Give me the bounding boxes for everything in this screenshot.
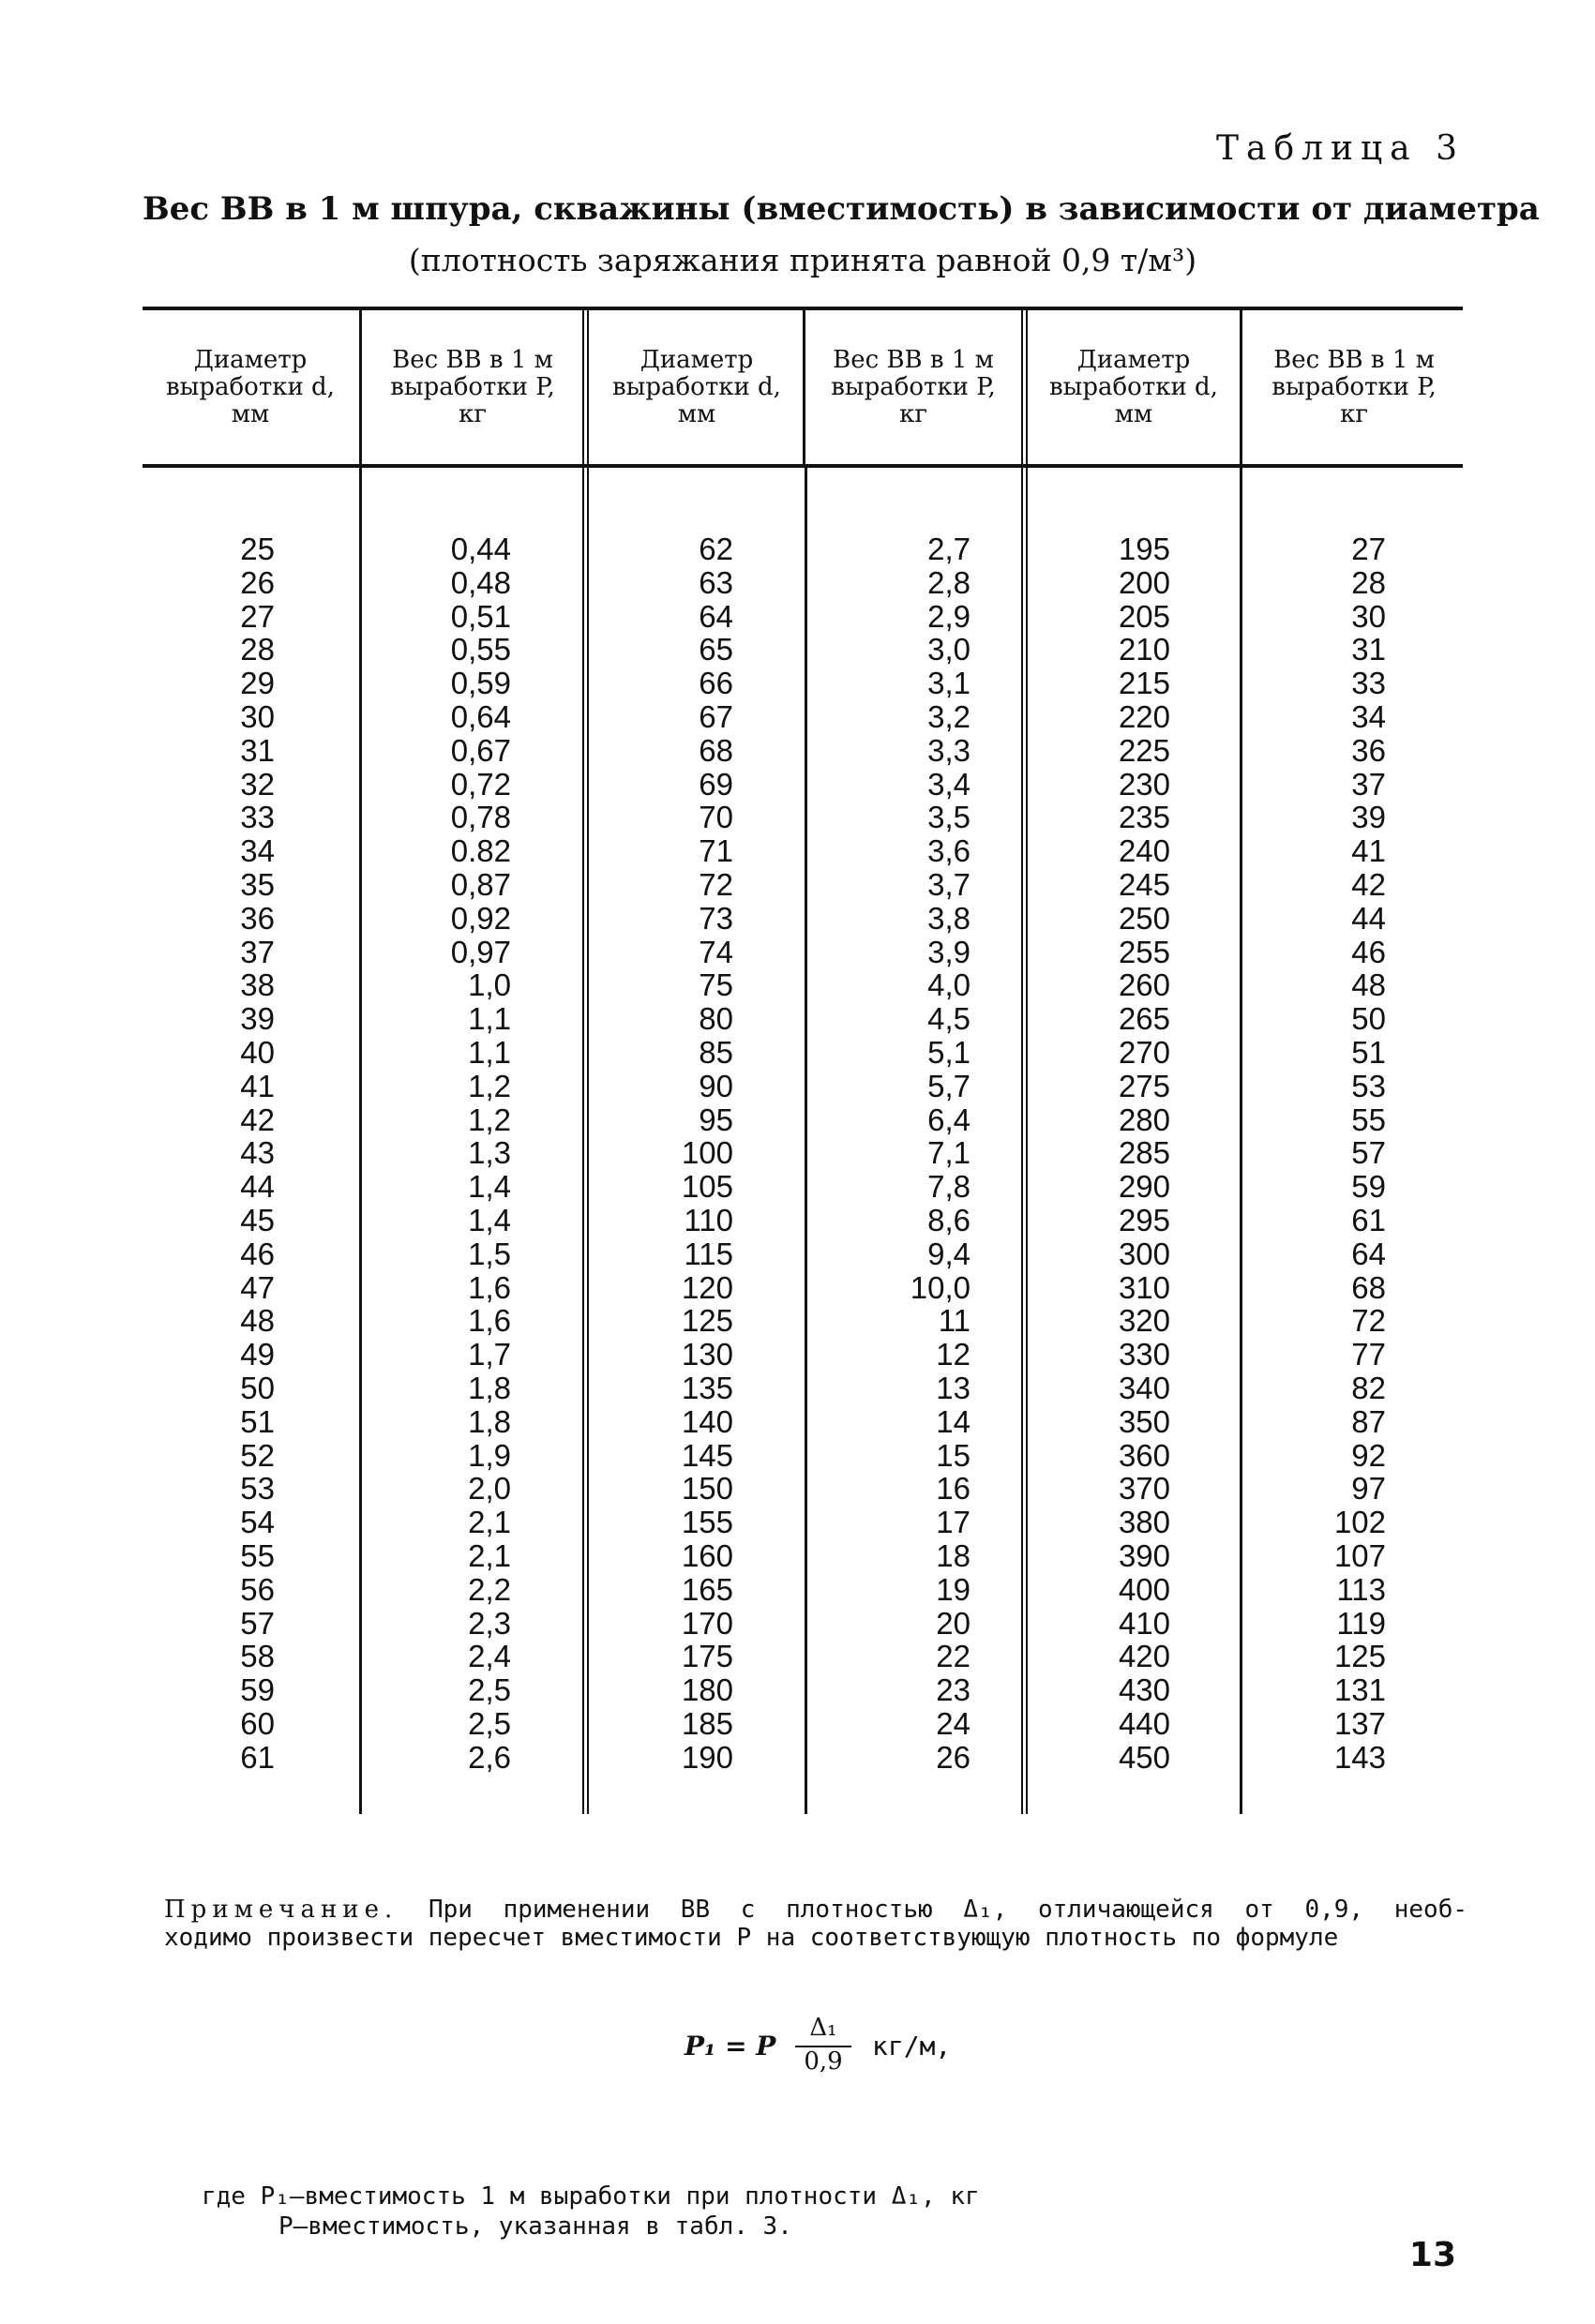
table-cell: 1,3 — [468, 1135, 511, 1171]
table-cell: 48 — [240, 1303, 275, 1339]
table-cell: 27 — [1351, 532, 1386, 566]
table-header-cell: Вес ВВ в 1 м выработки P, кг — [390, 346, 555, 428]
table-cell: 2,3 — [468, 1605, 511, 1641]
table-cell: 2,5 — [468, 1672, 511, 1708]
table-cell: 39 — [1351, 800, 1386, 835]
table-cell: 3,1 — [927, 666, 971, 701]
table-cell: 46 — [240, 1236, 275, 1271]
table-header-rule — [143, 464, 1463, 468]
table-cell: 160 — [681, 1537, 733, 1573]
table-cell: 225 — [1118, 732, 1170, 768]
table-cell: 31 — [1351, 632, 1386, 667]
table-cell: 27 — [240, 598, 275, 634]
table-cell: 190 — [681, 1739, 733, 1775]
table-cell: 200 — [1118, 564, 1170, 600]
note-text-line2: ходимо произвести пересчет вместимости P на соответствующую плотность по формуле — [164, 1924, 1339, 1952]
table-cell: 340 — [1118, 1370, 1170, 1405]
table-cell: 50 — [240, 1370, 275, 1405]
table-cell: 20 — [936, 1605, 971, 1641]
column-diameter-2 — [656, 532, 733, 1774]
table-cell: 12 — [936, 1337, 971, 1372]
table-cell: 0,51 — [450, 598, 511, 634]
table-cell: 31 — [240, 732, 275, 768]
table-cell: 3,0 — [927, 632, 971, 667]
table-cell: 7,1 — [927, 1135, 971, 1171]
table-cell: 143 — [1333, 1739, 1386, 1775]
table-cell: 0,64 — [450, 698, 511, 734]
table-cell: 370 — [1118, 1471, 1170, 1507]
table-cell: 80 — [699, 1001, 733, 1037]
table-cell: 0,72 — [450, 766, 511, 802]
table-cell: 265 — [1118, 1001, 1170, 1037]
formula-lhs: P₁ = P — [685, 2031, 776, 2062]
table-cell: 125 — [681, 1303, 733, 1339]
table-cell: 8,6 — [927, 1202, 971, 1237]
table-cell: 105 — [681, 1169, 733, 1205]
table-cell: 310 — [1118, 1269, 1170, 1305]
table-cell: 32 — [240, 766, 275, 802]
table-cell: 48 — [1351, 967, 1386, 1003]
table-cell: 3,2 — [927, 698, 971, 734]
table-cell: 54 — [240, 1505, 275, 1540]
table-cell: 1,9 — [468, 1437, 511, 1473]
table-cell: 380 — [1118, 1505, 1170, 1540]
table-cell: 28 — [240, 632, 275, 667]
table-cell: 220 — [1118, 698, 1170, 734]
table-cell: 15 — [936, 1437, 971, 1473]
table-cell: 2,6 — [468, 1739, 511, 1775]
column-divider — [1240, 310, 1242, 464]
table-cell: 38 — [240, 967, 275, 1003]
table-cell: 155 — [681, 1505, 733, 1540]
table-cell: 235 — [1118, 800, 1170, 835]
table-cell: 215 — [1118, 666, 1170, 701]
table-cell: 30 — [240, 698, 275, 734]
table-label: Таблица 3 — [1216, 129, 1465, 168]
table-cell: 3,4 — [927, 766, 971, 802]
table-cell: 410 — [1118, 1605, 1170, 1641]
table-cell: 1,6 — [468, 1269, 511, 1305]
table-cell: 52 — [240, 1437, 275, 1473]
table-cell: 145 — [681, 1437, 733, 1473]
legend-line1: где P₁—вместимость 1 м выработки при плотности Δ₁, кг — [202, 2182, 980, 2211]
table-cell: 3,5 — [927, 800, 971, 835]
table-cell: 51 — [240, 1403, 275, 1439]
formula-denominator: 0,9 — [804, 2047, 843, 2076]
table-header-cell: Диаметр выработки d, мм — [1049, 346, 1218, 428]
table-cell: 59 — [240, 1672, 275, 1708]
table-cell: 5,1 — [927, 1034, 971, 1070]
table-cell: 1,4 — [468, 1202, 511, 1237]
table-cell: 41 — [240, 1068, 275, 1103]
table-cell: 180 — [681, 1672, 733, 1708]
table-cell: 43 — [240, 1135, 275, 1171]
table-cell: 400 — [1118, 1571, 1170, 1607]
table-cell: 19 — [936, 1571, 971, 1607]
table-cell: 29 — [240, 666, 275, 701]
table-cell: 119 — [1336, 1605, 1386, 1641]
column-double-divider — [1021, 468, 1028, 1814]
column-weight-2 — [895, 532, 971, 1774]
table-cell: 1,6 — [468, 1303, 511, 1339]
table-cell: 102 — [1333, 1505, 1386, 1540]
table-cell: 44 — [240, 1169, 275, 1205]
table-cell: 64 — [699, 598, 733, 634]
table-cell: 185 — [681, 1705, 733, 1741]
table-cell: 63 — [699, 564, 733, 600]
column-diameter-3 — [1097, 532, 1170, 1774]
table-cell: 72 — [1351, 1303, 1386, 1339]
table-cell: 40 — [240, 1034, 275, 1070]
column-double-divider — [1021, 310, 1028, 464]
table-cell: 33 — [1351, 666, 1386, 701]
column-divider — [803, 310, 805, 464]
table-cell: 26 — [936, 1739, 971, 1775]
column-diameter-1 — [228, 532, 275, 1774]
formula-numerator: Δ₁ — [809, 2014, 837, 2042]
table-cell: 137 — [1333, 1705, 1386, 1741]
table-cell: 37 — [240, 934, 275, 969]
table-cell: 70 — [699, 800, 733, 835]
table-cell: 67 — [699, 698, 733, 734]
table-cell: 300 — [1118, 1236, 1170, 1271]
table-cell: 131 — [1333, 1672, 1386, 1708]
table-cell: 4,5 — [927, 1001, 971, 1037]
table-cell: 85 — [699, 1034, 733, 1070]
table-cell: 60 — [240, 1705, 275, 1741]
table-cell: 390 — [1118, 1537, 1170, 1573]
table-cell: 290 — [1118, 1169, 1170, 1205]
table-cell: 270 — [1118, 1034, 1170, 1070]
table-cell: 71 — [699, 833, 733, 869]
table-cell: 210 — [1118, 632, 1170, 667]
table-cell: 195 — [1118, 532, 1170, 566]
table-cell: 110 — [684, 1202, 733, 1237]
table-cell: 61 — [1351, 1202, 1386, 1237]
table-cell: 1,4 — [468, 1169, 511, 1205]
table-cell: 285 — [1118, 1135, 1170, 1171]
table-cell: 0,59 — [450, 666, 511, 701]
column-weight-3 — [1313, 532, 1386, 1774]
table-cell: 0,87 — [450, 866, 511, 902]
table-cell: 150 — [681, 1471, 733, 1507]
column-weight-1 — [441, 532, 511, 1774]
table-cell: 100 — [681, 1135, 733, 1171]
table-cell: 175 — [681, 1639, 733, 1674]
table-cell: 87 — [1351, 1403, 1386, 1439]
formula-unit: кг/м, — [872, 2031, 952, 2062]
column-double-divider — [582, 310, 589, 464]
table-cell: 2,9 — [927, 598, 971, 634]
table-header-cell: Диаметр выработки d, мм — [166, 346, 335, 428]
table-cell: 2,1 — [468, 1505, 511, 1540]
table-cell: 57 — [240, 1605, 275, 1641]
table-cell: 1,2 — [468, 1068, 511, 1103]
table-cell: 1,0 — [468, 967, 511, 1003]
table-cell: 37 — [1351, 766, 1386, 802]
formula-fraction — [795, 2014, 851, 2076]
table-cell: 42 — [240, 1102, 275, 1137]
table-cell: 64 — [1351, 1236, 1386, 1271]
table-cell: 0,44 — [450, 532, 511, 566]
table-cell: 26 — [240, 564, 275, 600]
table-cell: 77 — [1351, 1337, 1386, 1372]
table-cell: 36 — [240, 900, 275, 936]
table-cell: 47 — [240, 1269, 275, 1305]
table-cell: 0,67 — [450, 732, 511, 768]
table-header-cell: Вес ВВ в 1 м выработки P, кг — [1271, 346, 1437, 428]
table-cell: 230 — [1118, 766, 1170, 802]
table-cell: 68 — [699, 732, 733, 768]
table-cell: 320 — [1118, 1303, 1170, 1339]
table-cell: 2,1 — [468, 1537, 511, 1573]
table-cell: 65 — [699, 632, 733, 667]
table-cell: 24 — [936, 1705, 971, 1741]
table-cell: 57 — [1351, 1135, 1386, 1171]
table-cell: 22 — [936, 1639, 971, 1674]
table-cell: 275 — [1118, 1068, 1170, 1103]
table-cell: 170 — [681, 1605, 733, 1641]
table-caption-subtitle: (плотность заряжания принята равной 0,9 т/м³) — [408, 242, 1197, 278]
table-cell: 14 — [936, 1403, 971, 1439]
table-cell: 16 — [936, 1471, 971, 1507]
page-number: 13 — [1408, 2236, 1456, 2274]
column-divider — [1240, 468, 1242, 1814]
table-cell: 165 — [681, 1571, 733, 1607]
table-cell: 62 — [699, 532, 733, 566]
table-cell: 30 — [1351, 598, 1386, 634]
table-cell: 50 — [1351, 1001, 1386, 1037]
note-label: Примечание. — [164, 1896, 399, 1924]
table-cell: 44 — [1351, 900, 1386, 936]
table-cell: 58 — [240, 1639, 275, 1674]
table-cell: 73 — [699, 900, 733, 936]
table-cell: 0,92 — [450, 900, 511, 936]
table-cell: 1,8 — [468, 1403, 511, 1439]
table-cell: 82 — [1351, 1370, 1386, 1405]
table-cell: 130 — [681, 1337, 733, 1372]
table-cell: 113 — [1336, 1571, 1386, 1607]
table-cell: 1,5 — [468, 1236, 511, 1271]
table-cell: 90 — [699, 1068, 733, 1103]
table-cell: 51 — [1351, 1034, 1386, 1070]
table-cell: 3,6 — [927, 833, 971, 869]
table-cell: 55 — [1351, 1102, 1386, 1137]
table-cell: 97 — [1351, 1471, 1386, 1507]
table-cell: 120 — [681, 1269, 733, 1305]
table-cell: 34 — [1351, 698, 1386, 734]
table-cell: 2,5 — [468, 1705, 511, 1741]
table-cell: 68 — [1351, 1269, 1386, 1305]
table-cell: 49 — [240, 1337, 275, 1372]
table-cell: 56 — [240, 1571, 275, 1607]
table-cell: 25 — [240, 532, 275, 566]
table-cell: 330 — [1118, 1337, 1170, 1372]
table-cell: 450 — [1118, 1739, 1170, 1775]
table-cell: 95 — [699, 1102, 733, 1137]
table-cell: 295 — [1118, 1202, 1170, 1237]
table-cell: 69 — [699, 766, 733, 802]
table-cell: 4,0 — [927, 967, 971, 1003]
table-cell: 11 — [938, 1303, 971, 1339]
table-cell: 2,0 — [468, 1471, 511, 1507]
table-cell: 1,8 — [468, 1370, 511, 1405]
table-cell: 3,3 — [927, 732, 971, 768]
table-cell: 3,7 — [927, 866, 971, 902]
table-cell: 115 — [684, 1236, 733, 1271]
note-text-line1: При применении ВВ с плотностью Δ₁, отличающейся от 0,9, необ- — [428, 1896, 1468, 1924]
table-cell: 7,8 — [927, 1169, 971, 1205]
table-cell: 0,97 — [450, 934, 511, 969]
table-cell: 5,7 — [927, 1068, 971, 1103]
table-cell: 6,4 — [927, 1102, 971, 1137]
table-caption-title: Вес ВВ в 1 м шпура, скважины (вместимость) в зависимости от диаметра — [143, 190, 1540, 228]
table-cell: 205 — [1118, 598, 1170, 634]
table-cell: 3,8 — [927, 900, 971, 936]
table-cell: 250 — [1118, 900, 1170, 936]
table-cell: 75 — [699, 967, 733, 1003]
table-cell: 107 — [1333, 1537, 1386, 1573]
table-cell: 440 — [1118, 1705, 1170, 1741]
table-cell: 18 — [936, 1537, 971, 1573]
table-cell: 0,78 — [450, 800, 511, 835]
table-cell: 1,1 — [468, 1001, 511, 1037]
legend-line2: P—вместимость, указанная в табл. 3. — [278, 2212, 792, 2241]
column-double-divider — [582, 468, 589, 1814]
table-cell: 36 — [1351, 732, 1386, 768]
table-note — [164, 1896, 1467, 1952]
table-cell: 46 — [1351, 934, 1386, 969]
table-cell: 125 — [1333, 1639, 1386, 1674]
table-cell: 42 — [1351, 866, 1386, 902]
table-cell: 430 — [1118, 1672, 1170, 1708]
table-cell: 66 — [699, 666, 733, 701]
table-cell: 2,4 — [468, 1639, 511, 1674]
table-cell: 420 — [1118, 1639, 1170, 1674]
table-cell: 350 — [1118, 1403, 1170, 1439]
table-cell: 13 — [936, 1370, 971, 1405]
table-cell: 74 — [699, 934, 733, 969]
table-cell: 10,0 — [910, 1269, 971, 1305]
table-cell: 45 — [240, 1202, 275, 1237]
table-cell: 140 — [681, 1403, 733, 1439]
table-cell: 1,7 — [468, 1337, 511, 1372]
table-cell: 28 — [1351, 564, 1386, 600]
table-cell: 255 — [1118, 934, 1170, 969]
table-cell: 0,48 — [450, 564, 511, 600]
table-cell: 55 — [240, 1537, 275, 1573]
table-cell: 41 — [1351, 833, 1386, 869]
table-cell: 1,1 — [468, 1034, 511, 1070]
table-cell: 2,7 — [927, 532, 971, 566]
table-cell: 0.82 — [450, 833, 511, 869]
table-cell: 245 — [1118, 866, 1170, 902]
table-cell: 53 — [1351, 1068, 1386, 1103]
table-cell: 61 — [240, 1739, 275, 1775]
table-cell: 2,8 — [927, 564, 971, 600]
formula-legend — [202, 2182, 980, 2242]
table-cell: 3,9 — [927, 934, 971, 969]
table-header-cell: Диаметр выработки d, мм — [612, 346, 781, 428]
table-cell: 240 — [1118, 833, 1170, 869]
column-divider — [359, 468, 362, 1814]
table-cell: 2,2 — [468, 1571, 511, 1607]
table-cell: 34 — [240, 833, 275, 869]
table-cell: 59 — [1351, 1169, 1386, 1205]
table-cell: 33 — [240, 800, 275, 835]
table-cell: 280 — [1118, 1102, 1170, 1137]
table-header-cell: Вес ВВ в 1 м выработки P, кг — [831, 346, 996, 428]
table-cell: 72 — [699, 866, 733, 902]
table-cell: 260 — [1118, 967, 1170, 1003]
table-cell: 35 — [240, 866, 275, 902]
table-cell: 53 — [240, 1471, 275, 1507]
table-cell: 9,4 — [927, 1236, 971, 1271]
table-cell: 1,2 — [468, 1102, 511, 1137]
table-cell: 17 — [936, 1505, 971, 1540]
table-cell: 0,55 — [450, 632, 511, 667]
table-cell: 135 — [681, 1370, 733, 1405]
table-cell: 92 — [1351, 1437, 1386, 1473]
table-cell: 23 — [936, 1672, 971, 1708]
table-cell: 360 — [1118, 1437, 1170, 1473]
column-divider — [805, 468, 807, 1814]
table-cell: 39 — [240, 1001, 275, 1037]
column-divider — [359, 310, 362, 464]
